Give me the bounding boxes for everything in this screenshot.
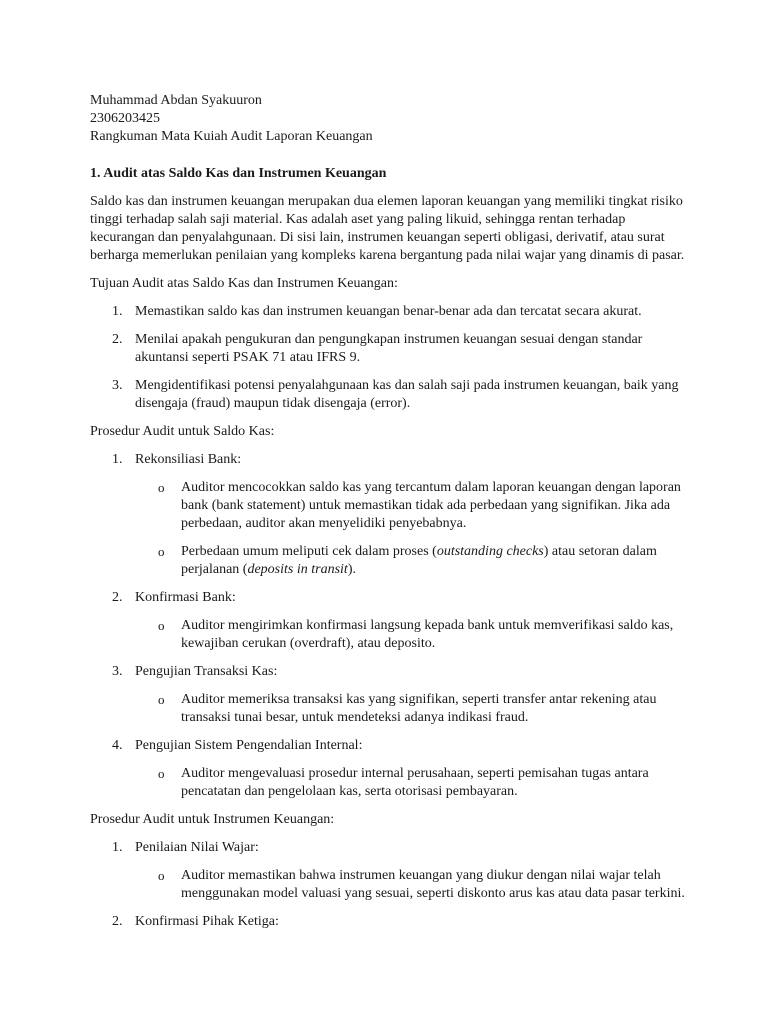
cash-procedures-label: Prosedur Audit untuk Saldo Kas:	[90, 424, 275, 439]
list-item-text: Mengidentifikasi potensi penyalahgunaan kas dan salah saji pada instrumen keuangan, baik yang disengaja (fraud) maupun tidak disengaja (error).	[135, 378, 679, 411]
bullet-glyph: o	[158, 692, 165, 707]
list-item-title: Rekonsiliasi Bank:	[135, 452, 242, 467]
list-number: 3.	[112, 378, 123, 393]
section-heading: 1. Audit atas Saldo Kas dan Instrumen Keuangan	[90, 166, 387, 181]
sub-list-item	[90, 543, 690, 579]
document-content	[90, 92, 690, 931]
list-item-title: Pengujian Transaksi Kas:	[135, 664, 278, 679]
list-item	[90, 451, 690, 579]
bullet-glyph: o	[158, 480, 165, 495]
sub-list	[135, 617, 690, 653]
bullet-glyph: o	[158, 766, 165, 781]
bullet-glyph: o	[158, 868, 165, 883]
goals-list	[90, 303, 690, 413]
list-item	[90, 377, 690, 413]
sub-list	[135, 765, 690, 801]
list-item	[90, 303, 690, 321]
list-item-text: Memastikan saldo kas dan instrumen keuangan benar-benar ada dan tercatat secara akurat.	[135, 304, 642, 319]
list-number: 1.	[112, 452, 123, 467]
cash-procedures-list	[90, 451, 690, 801]
text-fragment: ).	[347, 562, 356, 577]
sub-list-item	[90, 691, 690, 727]
list-item	[90, 913, 690, 931]
intro-paragraph: Saldo kas dan instrumen keuangan merupakan dua elemen laporan keuangan yang memiliki tingkat risiko tinggi terhadap salah saji material. Kas adalah aset yang paling likuid, sehingga rentan terhadap kecurangan dan penyalahgunaan. Di sisi lain, instrumen keuangan seperti obligasi, derivatif, atau surat berharga memerlukan penilaian yang kompleks karena bergantung pada nilai wajar yang dinamis di pasar.	[90, 194, 685, 263]
list-number: 2.	[112, 332, 123, 347]
bullet-glyph: o	[158, 618, 165, 633]
text-fragment: Perbedaan umum meliputi cek dalam proses (	[181, 544, 437, 559]
sub-list-text: Auditor mencocokkan saldo kas yang tercantum dalam laporan keuangan dengan laporan bank (bank statement) untuk memastikan tidak ada perbedaan yang signifikan. Jika ada perbedaan, auditor akan menyelidiki penyebabnya.	[181, 480, 681, 531]
italic-term: deposits in transit	[247, 562, 348, 577]
bullet-glyph: o	[158, 544, 165, 559]
list-number: 4.	[112, 738, 123, 753]
sub-list-text: Auditor memastikan bahwa instrumen keuangan yang diukur dengan nilai wajar telah menggunakan model valuasi yang sesuai, seperti diskonto arus kas atau data pasar terkini.	[181, 868, 685, 901]
sub-list-text: Auditor mengirimkan konfirmasi langsung kepada bank untuk memverifikasi saldo kas, kewajiban cerukan (overdraft), atau deposito.	[181, 618, 674, 651]
list-item	[90, 839, 690, 903]
list-number: 1.	[112, 304, 123, 319]
sub-list-text: Auditor memeriksa transaksi kas yang signifikan, seperti transfer antar rekening atau transaksi tunai besar, untuk mendeteksi adanya indikasi fraud.	[181, 692, 657, 725]
sub-list-item	[90, 617, 690, 653]
sub-list-text: Auditor mengevaluasi prosedur internal perusahaan, seperti pemisahan tugas antara pencatatan dan pengelolaan kas, serta otorisasi pembayaran.	[181, 766, 649, 799]
author-name: Muhammad Abdan Syakuuron	[90, 93, 262, 108]
italic-term: outstanding checks	[436, 544, 544, 559]
list-number: 2.	[112, 914, 123, 929]
sub-list-item	[90, 765, 690, 801]
text-fragment: ) atau setoran dalam perjalanan (	[181, 544, 657, 577]
sub-list-text	[181, 544, 657, 577]
list-number: 2.	[112, 590, 123, 605]
list-item-title: Konfirmasi Pihak Ketiga:	[135, 914, 279, 929]
sub-list	[135, 691, 690, 727]
sub-list	[135, 479, 690, 579]
list-item	[90, 737, 690, 801]
list-item	[90, 663, 690, 727]
list-item	[90, 589, 690, 653]
list-item-title: Pengujian Sistem Pengendalian Internal:	[135, 738, 363, 753]
sub-list-item	[90, 867, 690, 903]
list-item-title: Penilaian Nilai Wajar:	[135, 840, 259, 855]
list-item-title: Konfirmasi Bank:	[135, 590, 236, 605]
list-item-text: Menilai apakah pengukuran dan pengungkapan instrumen keuangan sesuai dengan standar akuntansi seperti PSAK 71 atau IFRS 9.	[135, 332, 643, 365]
goals-label: Tujuan Audit atas Saldo Kas dan Instrumen Keuangan:	[90, 276, 398, 291]
course-title: Rangkuman Mata Kuiah Audit Laporan Keuangan	[90, 129, 373, 144]
student-id: 2306203425	[90, 111, 160, 126]
list-number: 3.	[112, 664, 123, 679]
instrument-procedures-label: Prosedur Audit untuk Instrumen Keuangan:	[90, 812, 335, 827]
sub-list-item	[90, 479, 690, 533]
list-item	[90, 331, 690, 367]
instrument-procedures-list	[90, 839, 690, 931]
sub-list	[135, 867, 690, 903]
list-number: 1.	[112, 840, 123, 855]
